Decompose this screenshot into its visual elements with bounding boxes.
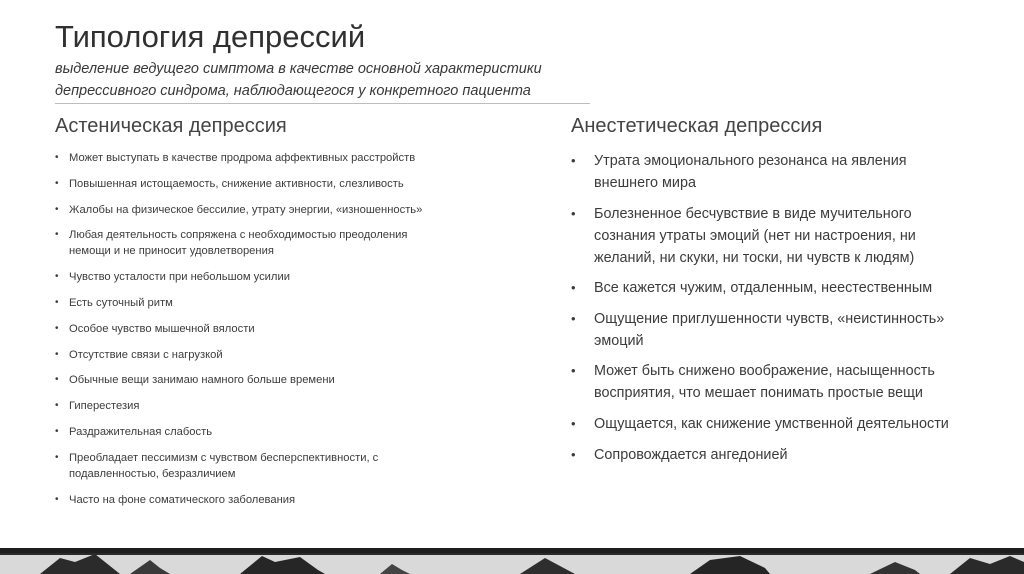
- list-item: • Преобладает пессимизм с чувством бесперспективности, с подавленностью, безразличием: [55, 450, 430, 482]
- list-item: • Чувство усталости при небольшом усилии: [55, 269, 430, 285]
- list-item: • Повышенная истощаемость, снижение активности, слезливость: [55, 176, 430, 192]
- list-item: • Отсутствие связи с нагрузкой: [55, 347, 430, 363]
- list-item: • Может быть снижено воображение, насыщенность восприятия, что мешает понимать простые вещи: [571, 360, 971, 404]
- list-item: • Сопровождается ангедонией: [571, 444, 971, 466]
- list-item: • Ощущение приглушенности чувств, «неистинность» эмоций: [571, 308, 971, 352]
- slide-title: Типология депрессий: [55, 19, 366, 54]
- list-item: • Утрата эмоционального резонанса на явления внешнего мира: [571, 150, 971, 194]
- left-column-list: [55, 150, 430, 517]
- list-item: • Гиперестезия: [55, 398, 430, 414]
- decorative-bottom-banner: [0, 548, 1024, 574]
- list-item: • Болезненное бесчувствие в виде мучительного сознания утраты эмоций (нет ни настроения, ни желаний, ни скуки, ни тоски, ни чувств к людям): [571, 203, 971, 269]
- list-item: • Любая деятельность сопряжена с необходимостью преодоления немощи и не приносит удовлетворения: [55, 227, 430, 259]
- decorative-silhouette-image: [0, 548, 1024, 574]
- list-item: • Ощущается, как снижение умственной деятельности: [571, 413, 971, 435]
- title-divider: [55, 103, 590, 104]
- list-item: • Часто на фоне соматического заболевания: [55, 492, 430, 508]
- list-item: • Может выступать в качестве продрома аффективных расстройств: [55, 150, 430, 166]
- list-item: • Есть суточный ритм: [55, 295, 430, 311]
- slide-subtitle: выделение ведущего симптома в качестве основной характеристики депрессивного синдрома, наблюдающегося у конкретного пациента: [55, 61, 542, 99]
- left-column-heading: Астеническая депрессия: [55, 115, 287, 137]
- list-item: • Все кажется чужим, отдаленным, неестественным: [571, 277, 971, 299]
- list-item: • Особое чувство мышечной вялости: [55, 321, 430, 337]
- list-item: • Обычные вещи занимаю намного больше времени: [55, 372, 430, 388]
- list-item: • Жалобы на физическое бессилие, утрату энергии, «изношенность»: [55, 202, 430, 218]
- right-column-list: [571, 150, 971, 474]
- list-item: • Раздражительная слабость: [55, 424, 430, 440]
- right-column-heading: Анестетическая депрессия: [571, 115, 823, 137]
